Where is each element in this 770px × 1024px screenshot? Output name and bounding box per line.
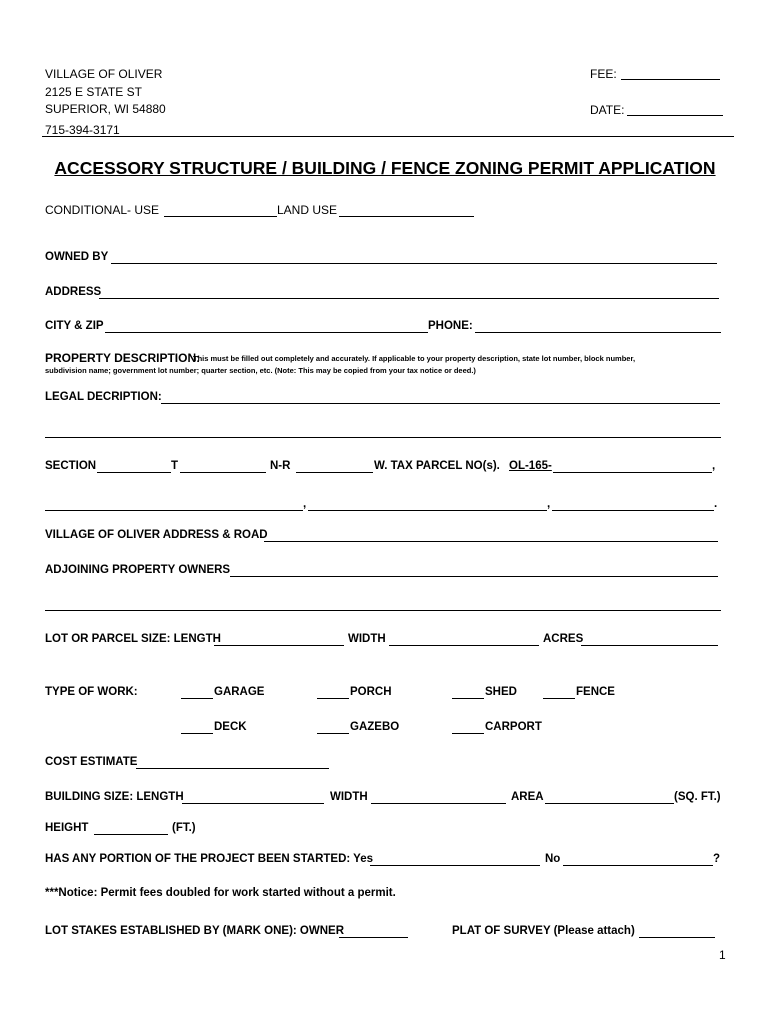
comma-2: , bbox=[303, 498, 307, 510]
page-title: ACCESSORY STRUCTURE / BUILDING / FENCE ZONING PERMIT APPLICATION bbox=[54, 158, 716, 178]
height-field[interactable] bbox=[94, 834, 168, 835]
fence-label: FENCE bbox=[576, 686, 615, 698]
project-started-label: HAS ANY PORTION OF THE PROJECT BEEN STARTED: Yes bbox=[45, 853, 374, 865]
adjoining-owners-field-2[interactable] bbox=[45, 610, 721, 611]
land-use-field[interactable] bbox=[339, 216, 474, 217]
comma-1: , bbox=[712, 460, 716, 472]
fence-checkbox[interactable] bbox=[543, 698, 575, 699]
tax-parcel-field-4[interactable] bbox=[552, 510, 714, 511]
acres-field[interactable] bbox=[581, 645, 718, 646]
phone-label: PHONE: bbox=[428, 320, 473, 332]
fee-field[interactable] bbox=[621, 79, 720, 80]
village-address-label: VILLAGE OF OLIVER ADDRESS & ROAD bbox=[45, 529, 268, 541]
date-label: DATE: bbox=[590, 103, 625, 117]
adjoining-owners-field[interactable] bbox=[230, 576, 718, 577]
tax-parcel-field-2[interactable] bbox=[45, 510, 303, 511]
comma-3: , bbox=[547, 498, 551, 510]
gazebo-label: GAZEBO bbox=[350, 721, 400, 733]
date-field[interactable] bbox=[627, 115, 723, 116]
city-zip-field[interactable] bbox=[105, 332, 428, 333]
t-label: T bbox=[171, 460, 179, 472]
legal-description-field-2[interactable] bbox=[45, 437, 721, 438]
city-zip-label: CITY & ZIP bbox=[45, 320, 104, 332]
shed-checkbox[interactable] bbox=[452, 698, 484, 699]
lot-length-field[interactable] bbox=[214, 645, 344, 646]
height-label: HEIGHT bbox=[45, 822, 89, 834]
period-mark: . bbox=[714, 498, 718, 510]
conditional-use-label: CONDITIONAL- USE bbox=[45, 203, 160, 217]
project-started-no-field[interactable] bbox=[563, 865, 713, 866]
org-street: 2125 E STATE ST bbox=[45, 85, 142, 99]
address-field[interactable] bbox=[99, 298, 719, 299]
porch-label: PORCH bbox=[350, 686, 392, 698]
legal-description-field[interactable] bbox=[161, 403, 720, 404]
property-description-note: This must be filled out completely and accurately. If applicable to your property description, state lot number, block number, bbox=[193, 354, 636, 363]
tax-parcel-field[interactable] bbox=[553, 472, 712, 473]
lot-stakes-owner-field[interactable] bbox=[339, 937, 408, 938]
owned-by-label: OWNED BY bbox=[45, 251, 109, 263]
area-label: AREA bbox=[511, 791, 544, 803]
area-field[interactable] bbox=[545, 803, 674, 804]
adjoining-owners-label: ADJOINING PROPERTY OWNERS bbox=[45, 564, 231, 576]
page-number: 1 bbox=[719, 948, 726, 962]
section-label: SECTION bbox=[45, 460, 97, 472]
tax-parcel-field-3[interactable] bbox=[308, 510, 547, 511]
t-field[interactable] bbox=[180, 472, 266, 473]
header-divider bbox=[42, 136, 734, 137]
lot-length-label: LOT OR PARCEL SIZE: LENGTH bbox=[45, 633, 221, 645]
project-started-yes-field[interactable] bbox=[370, 865, 540, 866]
building-width-field[interactable] bbox=[371, 803, 506, 804]
owned-by-field[interactable] bbox=[111, 263, 717, 264]
carport-checkbox[interactable] bbox=[452, 733, 484, 734]
garage-label: GARAGE bbox=[214, 686, 265, 698]
parcel-prefix: OL-165- bbox=[509, 460, 552, 472]
land-use-label: LAND USE bbox=[277, 203, 338, 217]
property-description-label: PROPERTY DESCRIPTION: bbox=[45, 351, 201, 365]
porch-checkbox[interactable] bbox=[317, 698, 349, 699]
plat-survey-label: PLAT OF SURVEY (Please attach) bbox=[452, 925, 635, 937]
gazebo-checkbox[interactable] bbox=[317, 733, 349, 734]
deck-checkbox[interactable] bbox=[181, 733, 213, 734]
ft-label: (FT.) bbox=[172, 822, 196, 834]
cost-estimate-field[interactable] bbox=[136, 768, 329, 769]
org-phone: 715-394-3171 bbox=[45, 123, 120, 137]
lot-width-label: WIDTH bbox=[348, 633, 386, 645]
org-city: SUPERIOR, WI 54880 bbox=[45, 102, 166, 116]
conditional-use-field[interactable] bbox=[164, 216, 277, 217]
type-of-work-label: TYPE OF WORK: bbox=[45, 686, 138, 698]
acres-label: ACRES bbox=[543, 633, 584, 645]
sq-ft-label: (SQ. FT.) bbox=[674, 791, 721, 803]
garage-checkbox[interactable] bbox=[181, 698, 213, 699]
shed-label: SHED bbox=[485, 686, 517, 698]
org-name: VILLAGE OF OLIVER bbox=[45, 67, 163, 81]
phone-field[interactable] bbox=[475, 332, 721, 333]
deck-label: DECK bbox=[214, 721, 247, 733]
lot-width-field[interactable] bbox=[389, 645, 539, 646]
address-label: ADDRESS bbox=[45, 286, 102, 298]
building-length-field[interactable] bbox=[182, 803, 324, 804]
building-length-label: BUILDING SIZE: LENGTH bbox=[45, 791, 184, 803]
question-mark: ? bbox=[713, 853, 721, 865]
carport-label: CARPORT bbox=[485, 721, 542, 733]
tax-parcel-label: W. TAX PARCEL NO(s). bbox=[374, 460, 500, 472]
plat-survey-field[interactable] bbox=[639, 937, 715, 938]
village-address-field[interactable] bbox=[264, 541, 718, 542]
notice-text: ***Notice: Permit fees doubled for work started without a permit. bbox=[45, 887, 396, 899]
property-description-note-2: subdivision name; government lot number; quarter section, etc. (Note: This may be copied from your tax notice or deed.) bbox=[45, 366, 476, 375]
building-width-label: WIDTH bbox=[330, 791, 368, 803]
n-r-label: N-R bbox=[270, 460, 291, 472]
lot-stakes-label: LOT STAKES ESTABLISHED BY (MARK ONE): OWNER bbox=[45, 925, 344, 937]
no-label: No bbox=[545, 853, 561, 865]
n-r-field[interactable] bbox=[296, 472, 373, 473]
legal-description-label: LEGAL DECRIPTION: bbox=[45, 391, 162, 403]
fee-label: FEE: bbox=[590, 67, 617, 81]
section-field[interactable] bbox=[97, 472, 171, 473]
cost-estimate-label: COST ESTIMATE bbox=[45, 756, 138, 768]
